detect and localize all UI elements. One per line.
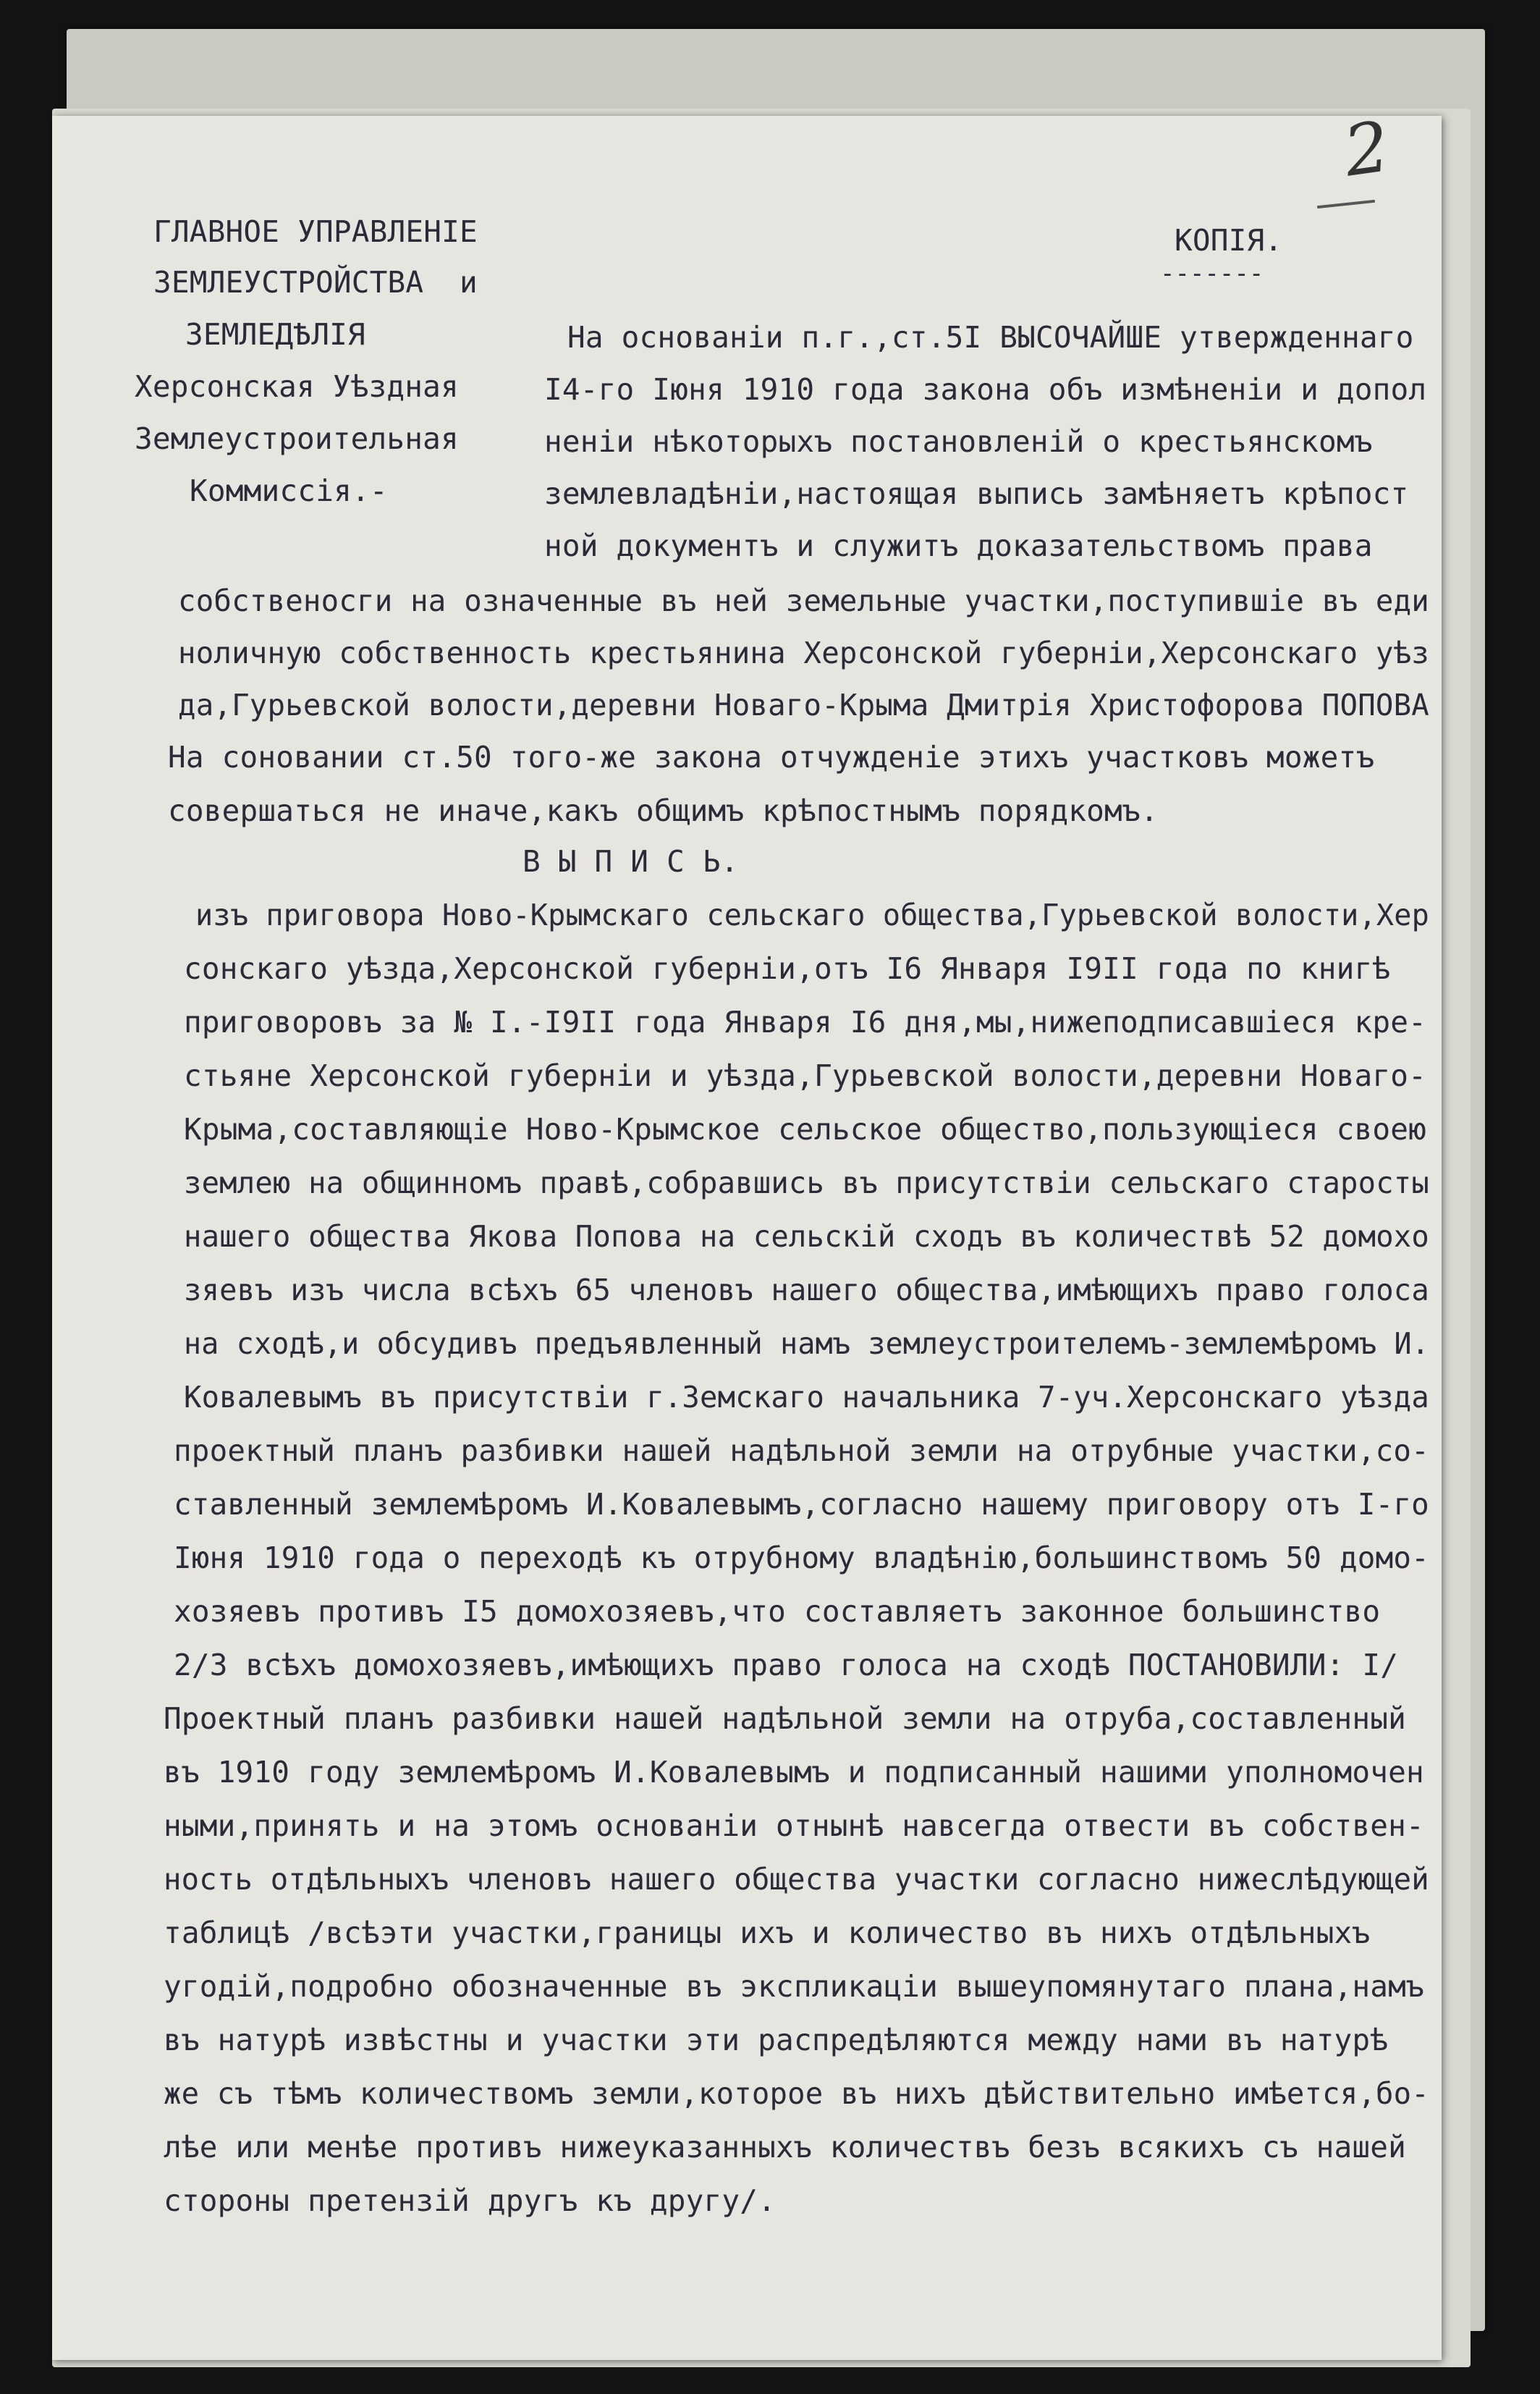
body-line: Проектный планъ разбивки нашей надѣльной земли на отруба,составленный (164, 1701, 1407, 1736)
body-line: проектный планъ разбивки нашей надѣльной земли на отрубные участки,со- (174, 1433, 1429, 1468)
intro-line: ноличную собственность крестьянина Херсонской губерніи,Херсонскаго уѣз (178, 636, 1430, 670)
header-left-line: ЗЕМЛЕУСТРОЙСТВА и (153, 265, 478, 300)
body-line: на сходѣ,и обсудивъ предъявленный намъ землеустроителемъ-землемѣромъ И. (184, 1326, 1430, 1361)
body-line: Ковалевымъ въ присутствіи г.Земскаго начальника 7-уч.Херсонскаго уѣзда (184, 1380, 1429, 1415)
body-line: же съ тѣмъ количествомъ земли,которое въ нихъ дѣйствительно имѣется,бо- (164, 2076, 1429, 2111)
intro-line: неніи нѣкоторыхъ постановленій о крестьянскомъ (544, 424, 1373, 459)
header-left-line: ЗЕМЛЕДѢЛІЯ (185, 317, 365, 352)
header-left-line: ГЛАВНОЕ УПРАВЛЕНІЕ (153, 214, 478, 249)
body-line: въ натурѣ извѣстны и участки эти распредѣляются между нами въ натурѣ (164, 2023, 1389, 2057)
intro-line: собственосги на означенные въ ней земельные участки,поступившіе въ еди (178, 583, 1430, 618)
body-line: изъ приговора Ново-Крымскаго сельскаго общества,Гурьевской волости,Хер (195, 898, 1429, 932)
body-line: ными,принять и на этомъ основаніи отнынѣ навсегда отвести въ собствен- (164, 1808, 1424, 1843)
body-line: 2/3 всѣхъ домохозяевъ,имѣющихъ право голоса на сходѣ ПОСТАНОВИЛИ: I/ (174, 1648, 1399, 1682)
body-line: Крыма,составляющіе Ново-Крымское сельское общество,пользующіеся своею (184, 1112, 1427, 1147)
intro-line: На соновании ст.50 того-же закона отчужденіе этихъ участковъ можетъ (168, 740, 1375, 775)
body-line: Іюня 1910 года о переходѣ къ отрубному владѣнію,большинствомъ 50 домо- (174, 1540, 1429, 1575)
intro-line: землевладѣніи,настоящая выпись замѣняетъ крѣпост (544, 476, 1409, 511)
body-line: нашего общества Якова Попова на сельскій сходъ въ количествѣ 52 домохо (184, 1219, 1429, 1254)
header-left-line: Землеустроительная (135, 421, 459, 456)
body-line: хозяевъ противъ I5 домохозяевъ,что составляетъ законное большинство (174, 1594, 1381, 1629)
body-line: землею на общинномъ правѣ,собравшись въ присутствіи сельскаго старосты (184, 1166, 1429, 1200)
body-line: ность отдѣльныхъ членовъ нашего общества участки согласно нижеслѣдующей (164, 1862, 1429, 1897)
intro-line: На основаніи п.г.,ст.5I ВЫСОЧАЙШЕ утвержденнаго (567, 320, 1414, 355)
intro-line: да,Гурьевской волости,деревни Новаго-Крыма Дмитрія Христофорова ПОПОВА (178, 688, 1430, 722)
header-left-line: Коммиссія.- (190, 473, 388, 508)
body-line: лѣе или менѣе противъ нижеуказанныхъ количествъ безъ всякихъ съ нашей (164, 2130, 1407, 2165)
body-line: стороны претензій другъ къ другу/. (164, 2183, 777, 2218)
body-line: зяевъ изъ числа всѣхъ 65 членовъ нашего общества,имѣющихъ право голоса (184, 1273, 1429, 1307)
body-line: таблицѣ /всѣэти участки,границы ихъ и количество въ нихъ отдѣльныхъ (164, 1915, 1371, 1950)
handwritten-page-number: 2 (1339, 106, 1395, 193)
body-line: сонскаго уѣзда,Херсонской губерніи,отъ I6 Января I9II года по книгѣ (184, 951, 1391, 986)
copy-title: КОПІЯ. (1175, 223, 1283, 258)
intro-line: I4-го Іюня 1910 года закона объ измѣненіи и допол (544, 372, 1427, 407)
intro-line: ной документъ и служитъ доказательствомъ права (544, 528, 1373, 563)
body-line: угодій,подробно обозначенные въ экспликаціи вышеупомянутаго плана,намъ (164, 1969, 1424, 2004)
section-title: В Ы П И С Ь. (522, 844, 739, 879)
body-line: приговоровъ за № I.-I9II года Января I6 дня,мы,нижеподписавшіеся кре- (184, 1005, 1427, 1040)
body-line: въ 1910 году землемѣромъ И.Ковалевымъ и подписанный нашими уполномочен (164, 1755, 1424, 1790)
copy-title-underline: ------- (1160, 259, 1264, 288)
header-left-line: Херсонская Уѣздная (135, 369, 459, 404)
body-line: стьяне Херсонской губерніи и уѣзда,Гурьевской волости,деревни Новаго- (184, 1058, 1427, 1093)
intro-line: совершаться не иначе,какъ общимъ крѣпостнымъ порядкомъ. (168, 793, 1159, 828)
body-line: ставленный землемѣромъ И.Ковалевымъ,согласно нашему приговору отъ I-го (174, 1487, 1429, 1522)
